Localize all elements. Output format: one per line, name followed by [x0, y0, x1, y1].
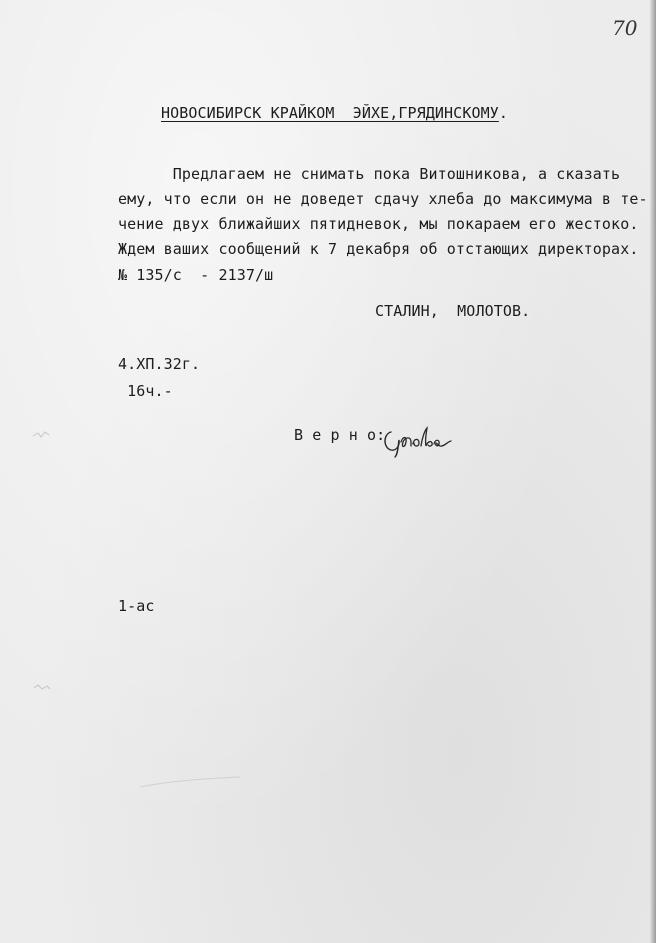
page-number: 70 [612, 16, 638, 40]
paper-mark [32, 430, 50, 440]
body-line-3: чение двух ближайших пятидневок, мы покараем его жестоко. [118, 215, 639, 233]
header-recipient: НОВОСИБИРСК КРАЙКОМ ЭЙХЕ,ГРЯДИНСКОМУ [161, 104, 499, 122]
document-reference-number: № 135/с - 2137/ш [118, 266, 274, 284]
header-trailing-period: . [498, 104, 508, 122]
paper-crease [140, 773, 240, 793]
document-date: 4.ХП.32г. [118, 355, 201, 373]
header-address [161, 104, 508, 122]
body-line-2: ему, что если он не доведет сдачу хлеба до максимума в те- [118, 190, 648, 208]
footer-code: 1-ас [118, 597, 155, 615]
page-edge [650, 0, 656, 943]
body-line-1: Предлагаем не снимать пока Витошникова, а сказать [118, 165, 621, 183]
body-line-4: Ждем ваших сообщений к 7 декабря об отстающих директорах. [118, 240, 639, 258]
paper-mark [33, 683, 51, 693]
document-time: 16ч.- [118, 382, 173, 400]
signatories: СТАЛИН, МОЛОТОВ. [375, 302, 531, 320]
certification-label: В е р н о: [294, 426, 386, 444]
handwritten-signature [381, 424, 455, 458]
